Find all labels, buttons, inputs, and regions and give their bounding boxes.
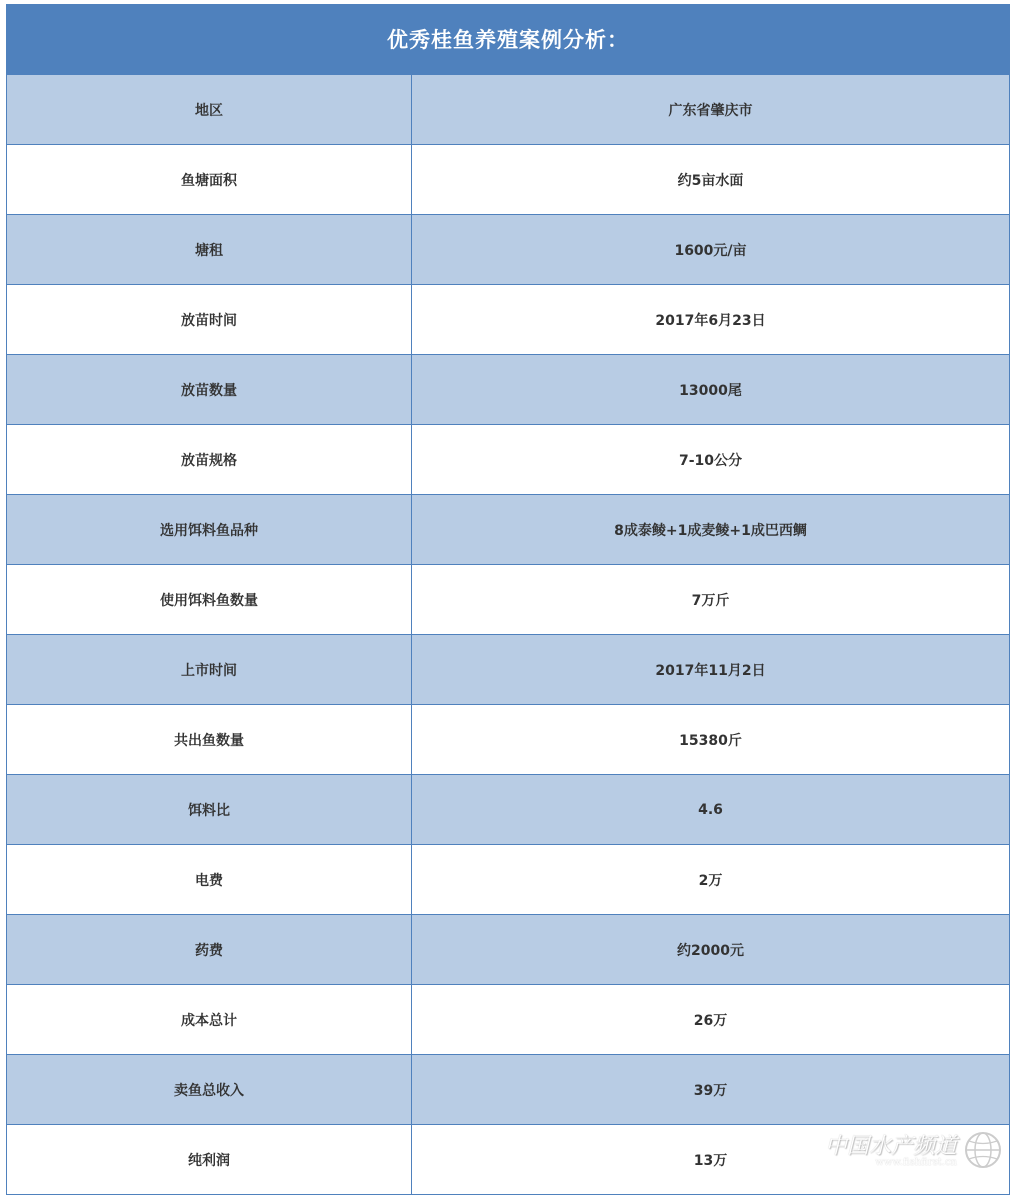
table-row	[7, 565, 1010, 635]
table-row	[7, 915, 1010, 985]
row-value: 1600元/亩	[412, 215, 1010, 285]
row-value: 13000尾	[412, 355, 1010, 425]
row-label: 放苗时间	[7, 285, 412, 355]
row-label: 纯利润	[7, 1125, 412, 1195]
row-label: 电费	[7, 845, 412, 915]
globe-icon	[963, 1130, 1003, 1174]
table-row	[7, 425, 1010, 495]
row-label: 放苗规格	[7, 425, 412, 495]
table-row	[7, 285, 1010, 355]
case-table	[6, 74, 1010, 1195]
row-value: 约2000元	[412, 915, 1010, 985]
row-value: 2万	[412, 845, 1010, 915]
row-label: 选用饵料鱼品种	[7, 495, 412, 565]
row-value: 26万	[412, 985, 1010, 1055]
row-value: 7-10公分	[412, 425, 1010, 495]
row-value: 广东省肇庆市	[412, 75, 1010, 145]
table-row	[7, 75, 1010, 145]
row-label: 上市时间	[7, 635, 412, 705]
row-label: 成本总计	[7, 985, 412, 1055]
table-row	[7, 775, 1010, 845]
table-title: 优秀桂鱼养殖案例分析：	[6, 4, 1010, 74]
table-row	[7, 635, 1010, 705]
table-row	[7, 145, 1010, 215]
watermark	[825, 1130, 1003, 1174]
table-row	[7, 845, 1010, 915]
table-row	[7, 1055, 1010, 1125]
row-value: 4.6	[412, 775, 1010, 845]
row-value: 8成泰鲮+1成麦鲮+1成巴西鲷	[412, 495, 1010, 565]
row-value: 约5亩水面	[412, 145, 1010, 215]
row-label: 饵料比	[7, 775, 412, 845]
document	[6, 4, 1010, 1195]
row-label: 共出鱼数量	[7, 705, 412, 775]
row-value: 13万	[412, 1125, 1010, 1195]
row-value: 2017年11月2日	[412, 635, 1010, 705]
row-label: 鱼塘面积	[7, 145, 412, 215]
row-label: 卖鱼总收入	[7, 1055, 412, 1125]
row-label: 放苗数量	[7, 355, 412, 425]
row-label: 药费	[7, 915, 412, 985]
table-row	[7, 355, 1010, 425]
row-value: 7万斤	[412, 565, 1010, 635]
table-row	[7, 705, 1010, 775]
row-value: 2017年6月23日	[412, 285, 1010, 355]
row-label: 地区	[7, 75, 412, 145]
watermark-url: www.fishfirst.cn	[875, 1157, 957, 1169]
row-value: 39万	[412, 1055, 1010, 1125]
row-label: 使用饵料鱼数量	[7, 565, 412, 635]
table-row	[7, 985, 1010, 1055]
table-row	[7, 215, 1010, 285]
row-value: 15380斤	[412, 705, 1010, 775]
row-label: 塘租	[7, 215, 412, 285]
watermark-text: 中国水产频道	[824, 1134, 957, 1160]
table-row	[7, 495, 1010, 565]
